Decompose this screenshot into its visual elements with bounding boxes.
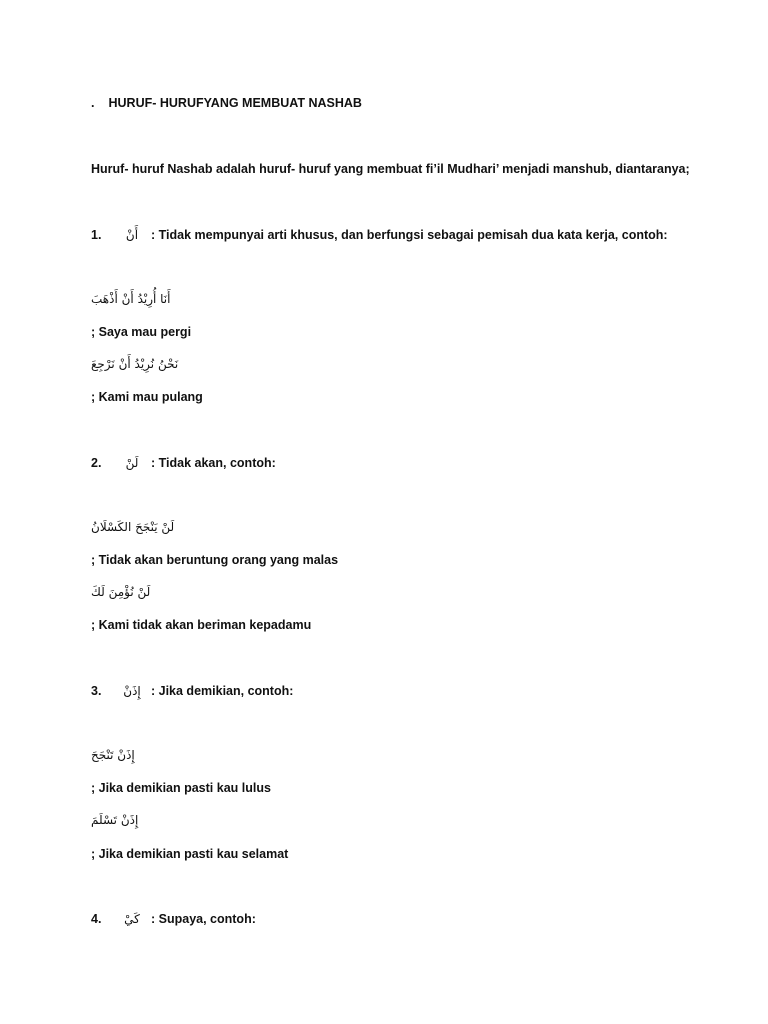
item-description: : Supaya, contoh: — [151, 912, 256, 926]
intro-paragraph: Huruf- huruf Nashab adalah huruf- huruf yang membuat fi’il Mudhari’ menjadi manshub, diantaranya; — [91, 162, 690, 176]
item-arabic-particle: أَنْ — [125, 228, 139, 242]
example-meaning: ; Jika demikian pasti kau selamat — [91, 847, 289, 861]
section-heading — [91, 95, 362, 111]
item-1-header — [91, 227, 668, 243]
item-2-header — [91, 455, 276, 471]
example-meaning: ; Jika demikian pasti kau lulus — [91, 781, 271, 795]
item-number: 4. — [91, 912, 102, 926]
example-arabic: إِذَنْ تَنْجَحَ — [91, 748, 135, 762]
item-number: 2. — [91, 456, 102, 470]
item-arabic-particle: لَنْ — [125, 456, 139, 470]
item-description: : Jika demikian, contoh: — [151, 684, 294, 698]
example-arabic: نَحْنُ نُرِيْدُ أَنْ نَرْجِعَ — [91, 357, 179, 371]
example-meaning: ; Saya mau pergi — [91, 325, 192, 339]
example-meaning: ; Tidak akan beruntung orang yang malas — [91, 553, 339, 567]
heading-bullet: . — [91, 96, 95, 110]
item-3-header — [91, 683, 293, 699]
item-number: 1. — [91, 228, 102, 242]
item-description: : Tidak mempunyai arti khusus, dan berfungsi sebagai pemisah dua kata kerja, contoh: — [151, 228, 668, 242]
item-arabic-particle: إِذَنْ — [123, 684, 141, 698]
example-arabic: لَنْ يَنْجَحَ الكَسْلَانُ — [91, 520, 175, 534]
item-4-header — [91, 911, 256, 927]
example-meaning: ; Kami tidak akan beriman kepadamu — [91, 618, 312, 632]
item-number: 3. — [91, 684, 102, 698]
example-arabic: إِذَنْ تَسْلَمَ — [91, 813, 139, 827]
heading-title: HURUF- HURUFYANG MEMBUAT NASHAB — [108, 96, 362, 110]
example-arabic: لَنْ نُؤْمِنَ لَكَ — [91, 585, 151, 599]
example-meaning: ; Kami mau pulang — [91, 390, 203, 404]
item-arabic-particle: كَيْ — [124, 912, 140, 926]
example-arabic: أَنَا أُرِيْدُ أَنْ أَذْهَبَ — [91, 292, 171, 306]
item-description: : Tidak akan, contoh: — [151, 456, 276, 470]
